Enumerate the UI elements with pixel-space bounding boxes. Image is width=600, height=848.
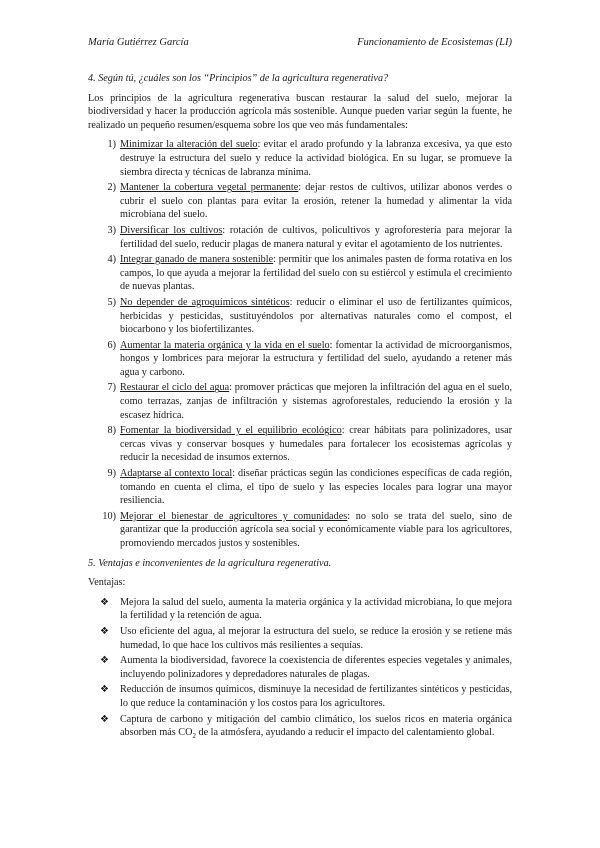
item-text: : diseñar prácticas según las condiciones específicas de cada región, tomando en cuenta el clima, el tipo de suelo y las especies locales para lograr una mayor resiliencia. bbox=[120, 468, 512, 507]
item-title: Mejorar el bienestar de agricultores y comunidades bbox=[120, 510, 348, 522]
item-text: : promover prácticas que mejoren la infiltración del agua en el suelo, como terrazas, zanjas de infiltración y sistemas agroforestales, reduciendo la erosión y la escasez hídrica. bbox=[120, 382, 512, 421]
item-title: Fomentar la biodiversidad y el equilibrio ecológico bbox=[120, 425, 342, 437]
item-title: Integrar ganado de manera sostenible bbox=[120, 254, 274, 266]
item-number: 6) bbox=[107, 339, 116, 351]
diamond-bullet-icon: ❖ bbox=[100, 655, 109, 667]
list-item bbox=[88, 596, 512, 623]
item-title: Mantener la cobertura vegetal permanente bbox=[120, 182, 299, 194]
item-text: : dejar restos de cultivos, utilizar abonos verdes o cubrir el suelo con plantas para evitar la erosión, retener la humedad y alimentar la vida microbiana del suelo. bbox=[120, 182, 512, 221]
header-subject: Funcionamiento de Ecosistemas (LI) bbox=[357, 37, 512, 48]
list-item bbox=[88, 683, 512, 710]
item-number: 5) bbox=[107, 296, 116, 308]
list-item bbox=[88, 467, 512, 508]
advantage-text: Captura de carbono y mitigación del cambio climático, los suelos ricos en materia orgánica absorben más CO bbox=[120, 713, 512, 739]
list-item bbox=[88, 424, 512, 465]
advantage-text: Mejora la salud del suelo, aumenta la materia orgánica y la actividad microbiana, lo que mejora la fertilidad y la retención de agua. bbox=[120, 596, 512, 622]
item-title: Aumentar la materia orgánica y la vida en el suelo bbox=[120, 339, 330, 351]
list-item bbox=[88, 296, 512, 337]
header-author: María Gutiérrez García bbox=[88, 37, 189, 48]
advantage-text-end: de la atmósfera, ayudando a reducir el impacto del calentamiento global. bbox=[195, 727, 495, 739]
item-number: 7) bbox=[107, 382, 116, 394]
advantages-list bbox=[88, 596, 512, 740]
question-4-heading: 4. Según tú, ¿cuáles son los “Principios” de la agricultura regenerativa? bbox=[88, 73, 389, 84]
list-item bbox=[88, 713, 512, 740]
list-item bbox=[88, 138, 512, 179]
item-title: Diversificar los cultivos bbox=[120, 224, 223, 236]
principles-list bbox=[88, 138, 512, 550]
item-number: 8) bbox=[107, 425, 116, 437]
item-text: : no solo se trata del suelo, sino de garantizar que la producción agrícola sea social y económicamente viable para los agricultores, promoviendo mercados justos y sostenibles. bbox=[120, 510, 513, 549]
diamond-bullet-icon: ❖ bbox=[100, 596, 109, 608]
diamond-bullet-icon: ❖ bbox=[100, 684, 109, 696]
co2-subscript: 2 bbox=[192, 732, 196, 741]
item-text: : reducir o eliminar el uso de fertilizantes químicos, herbicidas y pesticidas, sustituyéndolos por alternativas naturales como el compost, el biocarbono y los biofertilizantes. bbox=[120, 296, 512, 336]
item-number: 10) bbox=[102, 510, 116, 522]
list-item bbox=[88, 510, 512, 551]
advantage-text: Reducción de insumos químicos, disminuye la necesidad de fertilizantes sintéticos y pesticidas, lo que reduce la contaminación y los costos para los agricultores. bbox=[120, 684, 512, 709]
item-title: No depender de agroquímicos sintéticos bbox=[120, 296, 290, 308]
list-item bbox=[88, 181, 512, 222]
list-item bbox=[88, 625, 512, 652]
advantage-text: Aumenta la biodiversidad, favorece la coexistencia de diferentes especies vegetales y animales, incluyendo polinizadores y depredadores naturales de plagas. bbox=[120, 655, 512, 680]
item-number: 9) bbox=[107, 468, 116, 480]
principles-intro-paragraph: Los principios de la agricultura regenerativa buscan restaurar la salud del suelo, mejorar la biodiversidad y hacer la producción agrícola más sostenible. Aunque pueden variar según la fuente, he realizado un pequeño resumen/esquema sobre los que veo más fundamentales: bbox=[88, 92, 512, 131]
diamond-bullet-icon: ❖ bbox=[100, 625, 109, 637]
list-item bbox=[88, 253, 512, 294]
item-text: : rotación de cultivos, policultivos y agroforestería para mejorar la fertilidad del suelo, reducir plagas de manera natural y evitar el agotamiento de los nutrientes. bbox=[120, 224, 512, 250]
question-5-heading: 5. Ventajas e inconvenientes de la agricultura regenerativa. bbox=[88, 557, 332, 569]
list-item bbox=[88, 654, 512, 681]
list-item bbox=[88, 339, 512, 380]
item-text: : evitar el arado profundo y la labranza excesiva, ya que esto destruye la estructura del suelo y reduce la actividad biológica. En su lugar, se promueve la siembra directa y técnicas de labranza mínima. bbox=[120, 139, 513, 178]
item-number: 3) bbox=[107, 224, 116, 236]
item-text: : fomentar la actividad de microorganismos, hongos y lombrices para mejorar la estructura y fertilidad del suelo, ayudando a retener más agua y carbono. bbox=[120, 339, 512, 378]
item-number: 2) bbox=[107, 182, 116, 194]
item-number: 1) bbox=[107, 139, 116, 151]
item-number: 4) bbox=[107, 254, 116, 266]
item-text: : crear hábitats para polinizadores, usar cercas vivas y conservar bosques y humedales para fortalecer los ecosistemas agrícolas y reducir la necesidad de insumos externos. bbox=[120, 425, 512, 464]
page-header bbox=[88, 36, 512, 50]
list-item bbox=[88, 224, 512, 251]
page-content bbox=[88, 72, 512, 742]
advantage-text: Uso eficiente del agua, al mejorar la estructura del suelo, se reduce la erosión y se retiene más humedad, lo que hace los cultivos más resilientes a sequías. bbox=[120, 625, 512, 651]
item-text: : permitir que los animales pasten de forma rotativa en los campos, lo que ayuda a mejorar la fertilidad del suelo con su estiércol y estimula el crecimiento de nuevas plantas. bbox=[120, 254, 512, 293]
item-title: Adaptarse al contexto local bbox=[120, 468, 233, 480]
item-title: Minimizar la alteración del suelo bbox=[120, 139, 258, 151]
item-title: Restaurar el ciclo del agua bbox=[120, 382, 230, 394]
list-item bbox=[88, 381, 512, 422]
diamond-bullet-icon: ❖ bbox=[100, 713, 109, 725]
advantages-label: Ventajas: bbox=[88, 577, 126, 589]
